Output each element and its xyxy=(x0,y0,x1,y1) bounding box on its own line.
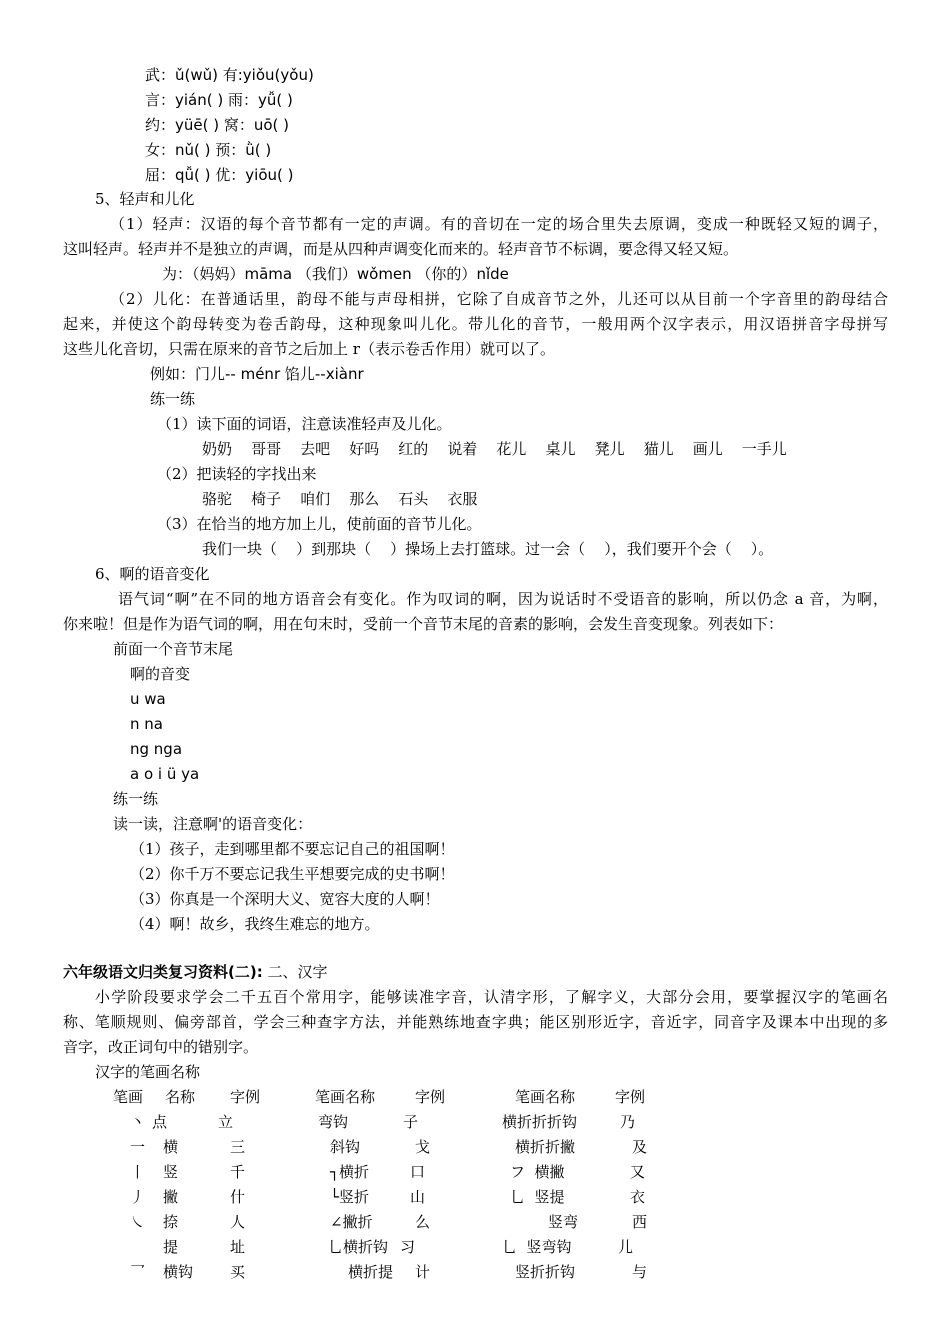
stroke-example: 戈 xyxy=(415,1138,431,1156)
list-item: （3）你真是一个深明大义、宽容大度的人啊！ xyxy=(130,890,440,908)
table-row: a o i ü ya xyxy=(130,765,200,783)
stroke-example: 山 xyxy=(410,1188,426,1206)
exercise-words: 奶奶 哥哥 去吧 好吗 红的 说着 花儿 桌儿 凳儿 猫儿 画儿 一手儿 xyxy=(202,440,787,458)
stroke-example: 么 xyxy=(415,1213,431,1231)
stroke-glyph: ㇏ xyxy=(130,1213,146,1231)
pinyin-example-line: 女：nǔ( ) 预：ǜ( ) xyxy=(145,141,272,159)
stroke-glyph: 丿 xyxy=(130,1188,146,1206)
stroke-name: └竖折 xyxy=(330,1188,370,1206)
list-item: （2）你千万不要忘记我生平想要完成的史书啊！ xyxy=(130,865,455,883)
list-item: （1）孩子，走到哪里都不要忘记自己的祖国啊！ xyxy=(130,840,455,858)
part-title xyxy=(63,962,328,982)
example-line: 例如：门儿-- ménr 馅儿--xiànr xyxy=(150,365,364,383)
paragraph-line: 这叫轻声。轻声并不是独立的声调，而是从四种声调变化而来的。轻声音节不标调，要念得又轻又短。 xyxy=(63,240,739,258)
stroke-example: 立 xyxy=(218,1113,234,1131)
stroke-name: 弯钩 xyxy=(318,1113,349,1131)
example-line: 为：（妈妈）māma （我们）wǒmen （你的）nǐde xyxy=(162,265,509,283)
stroke-name: 横折折撇 xyxy=(515,1138,576,1156)
pinyin-example-line: 言：yián( ) 雨：yǚ( ) xyxy=(145,91,293,109)
stroke-name: 乚 竖弯钩 xyxy=(502,1238,572,1256)
stroke-name: 横折折折钩 xyxy=(502,1113,578,1131)
stroke-example: 西 xyxy=(632,1213,648,1231)
stroke-header-cell: 字例 xyxy=(615,1088,646,1106)
stroke-name: フ 横撇 xyxy=(510,1163,565,1181)
stroke-example: 千 xyxy=(230,1163,246,1181)
section-heading: 6、啊的语音变化 xyxy=(95,565,210,583)
stroke-header-cell: 笔画 xyxy=(113,1088,144,1106)
stroke-example: 又 xyxy=(630,1163,646,1181)
stroke-name: 捺 xyxy=(163,1213,179,1231)
instruction: 读一读，注意啊'的语音变化： xyxy=(113,815,313,833)
stroke-name: 斜钩 xyxy=(330,1138,361,1156)
stroke-name: 点 xyxy=(152,1113,168,1131)
stroke-header-cell: 名称 xyxy=(165,1088,196,1106)
stroke-example: 计 xyxy=(415,1263,431,1281)
stroke-name: 撇 xyxy=(163,1188,179,1206)
exercise-question: （3）在恰当的地方加上儿，使前面的音节儿化。 xyxy=(157,515,482,533)
paragraph-line: 语气词“啊”在不同的地方语音会有变化。作为叹词的啊，因为说话时不受语音的影响，所以仍念 a 音，为啊， xyxy=(118,590,888,608)
practice-title: 练一练 xyxy=(113,790,159,808)
paragraph-line: （2）儿化：在普通话里，韵母不能与声母相拼，它除了自成音节之外，儿还可以从目前一个字音里的韵母结合 xyxy=(110,290,888,308)
exercise-sentence: 我们一块（ ）到那块（ ）操场上去打篮球。过一会（ ），我们要开个会（ ）。 xyxy=(202,540,774,558)
paragraph-line: 你来啦！但是作为语气词的啊，用在句末时，受前一个音节末尾的音素的影响，会发生音变现象。列表如下： xyxy=(63,615,784,633)
practice-title: 练一练 xyxy=(150,390,196,408)
section-heading: 5、轻声和儿化 xyxy=(95,190,195,208)
stroke-header-cell: 字例 xyxy=(230,1088,261,1106)
stroke-example: 乃 xyxy=(620,1113,636,1131)
stroke-glyph: 乛 xyxy=(130,1263,146,1281)
stroke-example: 衣 xyxy=(630,1188,646,1206)
paragraph-line: 小学阶段要求学会二千五百个常用字，能够读准字音，认清字形，了解字义，大部分会用，要掌握汉字的笔画名 xyxy=(95,988,888,1006)
stroke-name: 竖 xyxy=(163,1163,179,1181)
stroke-example: 与 xyxy=(632,1263,648,1281)
stroke-glyph: 一 xyxy=(130,1138,146,1156)
pinyin-example-line: 屈：qǚ( ) 优：yiōu( ) xyxy=(145,166,294,184)
stroke-name: 横折提 xyxy=(348,1263,394,1281)
stroke-name: ∠撇折 xyxy=(330,1213,373,1231)
stroke-name: 提 xyxy=(163,1238,179,1256)
stroke-example: 三 xyxy=(230,1138,246,1156)
stroke-header-cell: 笔画名称 xyxy=(515,1088,576,1106)
subheading: 汉字的笔画名称 xyxy=(95,1063,201,1081)
paragraph-line: 起来，并使这个韵母转变为卷舌韵母，这种现象叫儿化。带儿化的音节，一般用两个汉字表示，用汉语拼音字母拼写 xyxy=(63,315,888,333)
table-row: ng nga xyxy=(130,740,183,758)
stroke-example: 买 xyxy=(230,1263,246,1281)
stroke-header-cell: 字例 xyxy=(415,1088,446,1106)
stroke-name: 横钩 xyxy=(163,1263,194,1281)
stroke-example: 人 xyxy=(230,1213,246,1231)
table-header: 前面一个音节末尾 xyxy=(113,640,234,658)
paragraph-line: 音字，改正词句中的错别字。 xyxy=(63,1038,259,1056)
stroke-name: ⺃横折钩 xyxy=(328,1238,389,1256)
exercise-question: （2）把读轻的字找出来 xyxy=(157,465,317,483)
stroke-example: 什 xyxy=(230,1188,246,1206)
paragraph-line: 称、笔顺规则、偏旁部首，学会三种查字方法，并能熟练地查字典；能区别形近字，音近字，同音字及课本中出现的多 xyxy=(63,1013,888,1031)
list-item: （4）啊！故乡，我终生难忘的地方。 xyxy=(130,915,380,933)
paragraph-line: （1）轻声：汉语的每个音节都有一定的声调。有的音切在一定的场合里失去原调，变成一种既轻又短的调子， xyxy=(110,215,888,233)
stroke-example: 及 xyxy=(632,1138,648,1156)
part-title-bold: 六年级语文归类复习资料(二): xyxy=(63,963,263,981)
stroke-name: ┐横折 xyxy=(330,1163,370,1181)
paragraph-line: 这些儿化音切，只需在原来的音节之后加上 r（表示卷舌作用）就可以了。 xyxy=(63,340,555,358)
pinyin-example-line: 约：yüē( ) 窝：uō( ) xyxy=(145,116,290,134)
stroke-name: 横 xyxy=(163,1138,179,1156)
exercise-words: 骆驼 椅子 咱们 那么 石头 衣服 xyxy=(202,490,478,508)
table-row: u wa xyxy=(130,690,166,708)
table-row: n na xyxy=(130,715,163,733)
stroke-example: 儿 xyxy=(618,1238,634,1256)
stroke-example: 子 xyxy=(403,1113,419,1131)
pinyin-example-line: 武：ǔ(wǔ) 有:yiǒu(yǒu) xyxy=(145,66,314,84)
stroke-glyph: 丨 xyxy=(130,1163,146,1181)
stroke-name: 竖折折钩 xyxy=(515,1263,576,1281)
stroke-example: 口 xyxy=(410,1163,426,1181)
table-header: 啊的音变 xyxy=(130,665,191,683)
part-title-rest: 二、汉字 xyxy=(262,963,328,981)
stroke-name: 乚 竖提 xyxy=(510,1188,565,1206)
exercise-question: （1）读下面的词语，注意读准轻声及儿化。 xyxy=(157,415,452,433)
stroke-name: 竖弯 xyxy=(548,1213,579,1231)
stroke-example: 址 xyxy=(230,1238,246,1256)
stroke-glyph: 丶 xyxy=(130,1113,146,1131)
stroke-example: 习 xyxy=(400,1238,416,1256)
stroke-header-cell: 笔画名称 xyxy=(315,1088,376,1106)
